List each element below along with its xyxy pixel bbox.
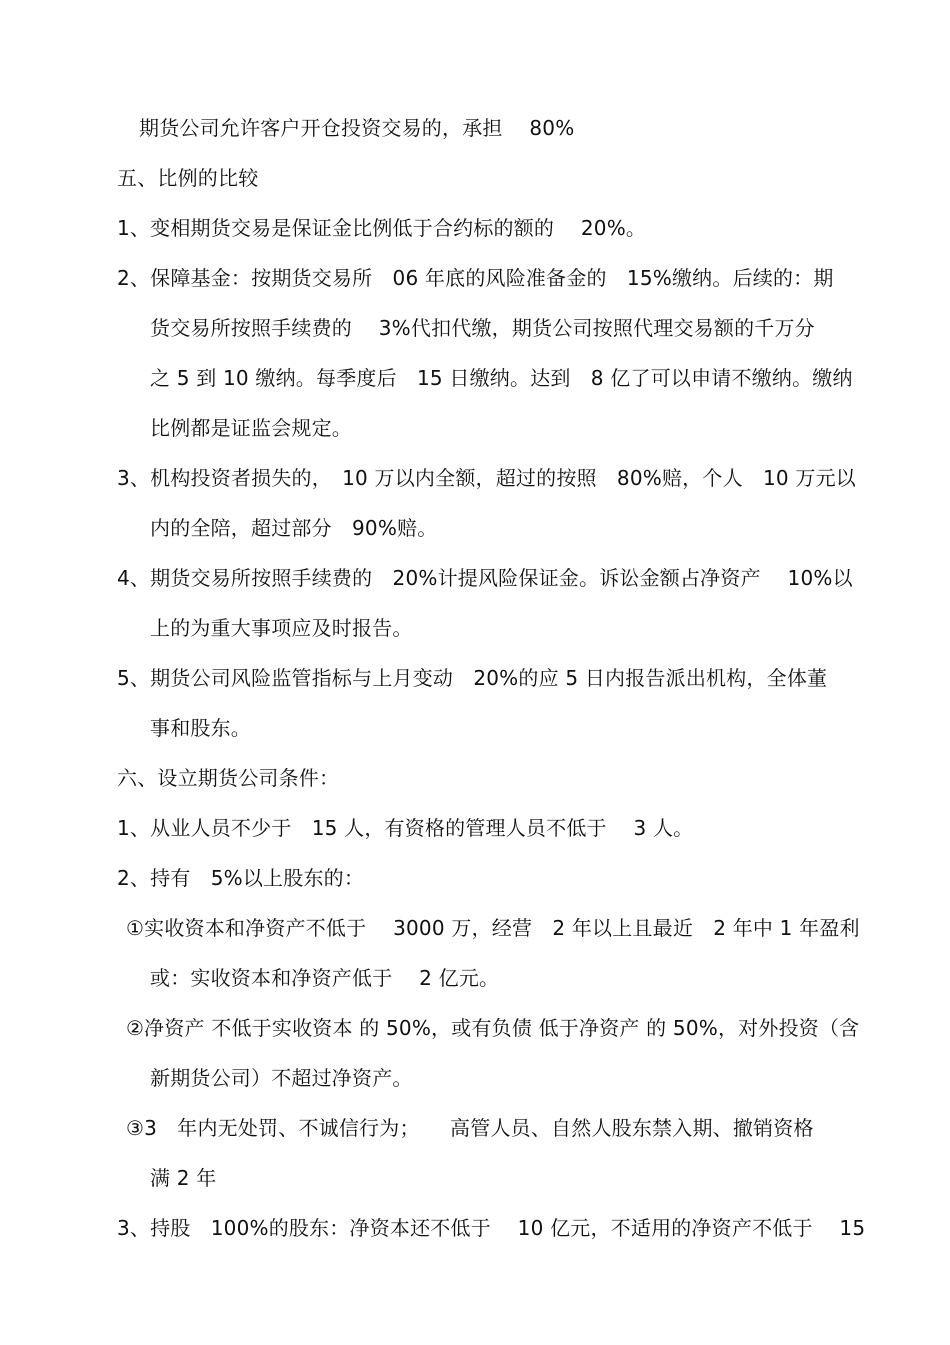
list-item: 4、期货交易所按照手续费的 20%计提风险保证金。诉讼金额占净资产 10%以 <box>117 566 853 590</box>
section-heading: 五、比例的比较 <box>117 166 259 190</box>
sub-item: ②净资产 不低于实收资本 的 50%，或有负债 低于净资产 的 50%，对外投资（含 <box>126 1016 860 1040</box>
list-item: 5、期货公司风险监管指标与上月变动 20%的应 5 日内报告派出机构，全体董 <box>117 666 828 690</box>
text-line: 事和股东。 <box>150 716 251 740</box>
section-heading: 六、设立期货公司条件： <box>117 766 340 790</box>
text-line: 比例都是证监会规定。 <box>150 416 352 440</box>
list-item: 1、变相期货交易是保证金比例低于合约标的额的 20%。 <box>117 216 647 240</box>
list-item: 3、持股 100%的股东：净资本还不低于 10 亿元，不适用的净资产不低于 15 <box>117 1216 866 1240</box>
text-line: 满 2 年 <box>150 1166 217 1190</box>
text-line: 期货公司允许客户开仓投资交易的，承担 80% <box>139 116 575 140</box>
list-item: 2、保障基金：按期货交易所 06 年底的风险准备金的 15%缴纳。后续的：期 <box>117 266 834 290</box>
sub-item: ①实收资本和净资产不低于 3000 万，经营 2 年以上且最近 2 年中 1 年盈利 <box>126 916 860 940</box>
list-item: 2、持有 5%以上股东的： <box>117 866 365 890</box>
text-line: 上的为重大事项应及时报告。 <box>150 616 413 640</box>
text-line: 新期货公司）不超过净资产。 <box>150 1066 413 1090</box>
text-line: 或：实收资本和净资产低于 2 亿元。 <box>150 966 500 990</box>
list-item: 3、机构投资者损失的， 10 万以内全额，超过的按照 80%赔，个人 10 万元以 <box>117 466 856 490</box>
text-line: 之 5 到 10 缴纳。每季度后 15 日缴纳。达到 8 亿了可以申请不缴纳。缴纳 <box>150 366 853 390</box>
text-line: 货交易所按照手续费的 3%代扣代缴，期货公司按照代理交易额的千万分 <box>150 316 815 340</box>
list-item: 1、从业人员不少于 15 人，有资格的管理人员不低于 3 人。 <box>117 816 694 840</box>
sub-item: ③3 年内无处罚、不诚信行为； 高管人员、自然人股东禁入期、撤销资格 <box>126 1116 814 1140</box>
text-line: 内的全陪，超过部分 90%赔。 <box>150 516 438 540</box>
